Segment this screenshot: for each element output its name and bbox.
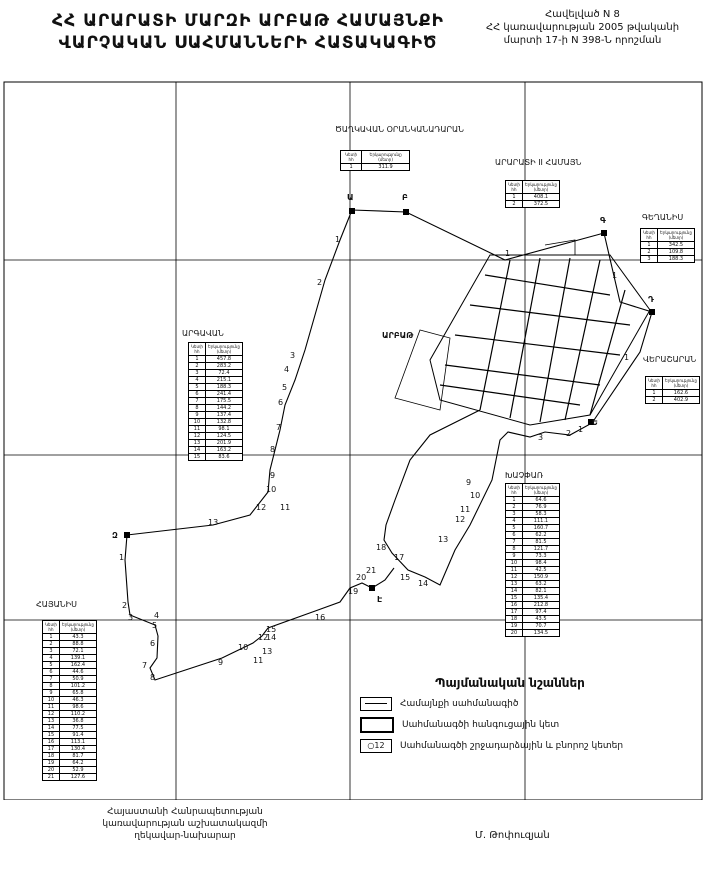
neighbor-verashen: ՎԵՐԱՇԱՐԱՆ [643,355,697,364]
point-8: 8 [270,445,276,454]
point-10: 10 [266,485,277,494]
point-5: 5 [282,383,288,392]
node-letter-z: Զ [112,531,118,540]
point-19: 19 [348,587,359,596]
node-letter-g: Գ [600,216,606,225]
appendix-line-1: Հավելված N 8 [545,9,620,20]
point-z-10: 10 [238,643,249,652]
point-12: 12 [256,503,267,512]
neighbor-khachpar: ԽԱՉՓԱՌ [505,471,544,480]
point-1: 1 [335,235,341,244]
point-14: 14 [418,579,429,588]
point-15: 15 [400,573,411,582]
neighbor-tsaghkavan: ԾԱՂԿԱՎԱՆ ՕՐԱՆԿԱՆԱԴԱՐԱՆ [335,125,464,134]
neighbor-argavand: ԱՐԳԱՎԱՆ [182,329,224,338]
node-letter-e: Ե [592,418,598,427]
point-9: 9 [270,471,276,480]
point-z-7: 7 [142,661,148,670]
point-z-9: 9 [218,658,224,667]
legend-item-node [360,717,660,733]
point-2: 2 [317,278,323,287]
appendix-note [470,8,695,47]
legend-item-point-label: Սահմանագծի շրջադարձային և բնորոշ կետեր [400,741,624,751]
legend-item-node-label: Սահմանագծի հանգուցային կետ [402,720,560,730]
node-marker-icon [360,717,394,733]
point-z-6: 6 [150,639,156,648]
legend-item-point [360,738,660,754]
point-z-15: 15 [266,625,277,634]
point-z-3: 3 [128,613,134,622]
legend-title: Պայմանական նշաններ [435,676,585,690]
title-line-2: ՎԱՐՉԱԿԱՆ ՍԱՀՄԱՆՆԵՐԻ ՀԱՏԱԿԱԳԻԾ [58,33,438,53]
legend-item-boundary [360,696,660,712]
point-g1: 1 [612,271,618,280]
signatory-title [85,806,285,842]
appendix-line-3: մարտի 17-ի N 398-Ն որոշման [503,35,662,46]
table-hayanis: Կետի հհ Երկարությունը (մետր) 1 43.3 2 88.8 3 72.1 4 139.1 5 162.4 6 44.6 7 50.9 8 101.2 9 65.8 10 46.3 11 98.6 12 110.2 13 36.8 14 77.5 15 91.4 16 113.1 17 130.4 18 81.7 19 64.2 20 52.9 21 127.6 [42,620,97,781]
community-label: ԱՐԲԱԹ [382,331,414,340]
point-z-5: 5 [152,621,158,630]
node-letter-d: Դ [648,295,654,304]
point-e1: 1 [505,249,511,258]
table-tsaghkavan: Կետի հհ Երկարությունը (մետր) 1 311.9 [340,150,410,171]
node-letter-e2: Է [377,595,383,604]
point-11: 11 [280,503,291,512]
node-letter-b: Բ [402,193,408,202]
point-z-12: 12 [258,633,269,642]
neighbor-hayanis: ՀԱՅԱՆԻՍ [36,600,78,609]
signatory-line-1: Հայաստանի Հանրապետության [107,807,263,817]
point-d1: 1 [624,353,630,362]
legend-item-boundary-label: Համայնքի սահմանագիծ [400,699,519,709]
title-line-1: ՀՀ ԱՐԱՐԱՏԻ ՄԱՐԶԻ ԱՐԲԱԹ ՀԱՄԱՅՆՔԻ [52,11,444,31]
table-ararat-2: Կետի հհ Երկարությունը (մետր) 1 408.1 2 372.5 [505,180,560,208]
point-marker-icon: ○12 [360,739,392,753]
point-21: 21 [366,566,377,575]
point-e-9: 9 [466,478,472,487]
point-z-13: 13 [262,647,273,656]
point-6: 6 [278,398,284,407]
point-z-14: 14 [266,633,277,642]
appendix-line-2: ՀՀ կառավարության 2005 թվականի [485,22,680,33]
signatory-line-3: ղեկավար-նախարար [134,831,236,841]
point-e-2: 2 [566,429,572,438]
signatory-line-2: կառավարության աշխատակազմի [102,819,268,829]
point-e-12: 12 [455,515,466,524]
neighbor-ararat-2: ԱՐԱՐԱՏԻ II ՀԱՄԱՅՆ [495,158,582,167]
point-17: 17 [394,553,405,562]
point-e-3: 3 [538,433,544,442]
table-khachpar: Կետի հհ Երկարությունը (մետր) 1 64.6 2 76.9 3 58.3 4 111.1 5 160.7 6 62.2 7 81.5 8 121.7 9 73.3 10 98.4 11 42.5 12 150.9 13 63.2 14 82.1 15 135.4 16 212.8 17 97.4 18 43.5 19 70.7 20 134.5 [505,483,560,637]
point-z-8: 8 [150,673,156,682]
point-e-1: 1 [578,425,584,434]
point-3: 3 [290,351,296,360]
point-13b: 13 [438,535,449,544]
point-e-10: 10 [470,491,481,500]
table-geghanis: Կետի հհ Երկարությունը (մետր) 1 342.5 2 109.8 3 188.3 [640,228,695,263]
boundary-line-icon [360,697,392,711]
node-letter-a: Ա [347,193,354,202]
point-z-1: 1 [119,553,125,562]
point-z-2: 2 [122,601,128,610]
point-z-11: 11 [253,656,264,665]
map-legend [360,676,660,759]
point-7: 7 [276,423,282,432]
point-e-11: 11 [460,505,471,514]
point-16: 16 [315,613,326,622]
point-4: 4 [284,365,290,374]
map-title [38,10,458,54]
neighbor-geghanis: ԳԵՂԱՆԻՍ [642,213,684,222]
signatory-name: Մ. Թոփուզյան [475,830,550,841]
point-20: 20 [356,573,367,582]
point-18: 18 [376,543,387,552]
point-z-4: 4 [154,611,160,620]
point-13: 13 [208,518,219,527]
table-verashen: Կետի հհ Երկարությունը (մետր) 1 162.6 2 402.9 [645,376,700,404]
table-argavand: Կետի հհ Երկարությունը (մետր) 1 457.8 2 283.2 3 72.4 4 215.1 5 188.3 6 241.4 7 175.5 8 144.2 9 137.4 10 132.8 11 98.1 12 124.5 13 201.9 14 163.2 15 83.6 [188,342,243,461]
